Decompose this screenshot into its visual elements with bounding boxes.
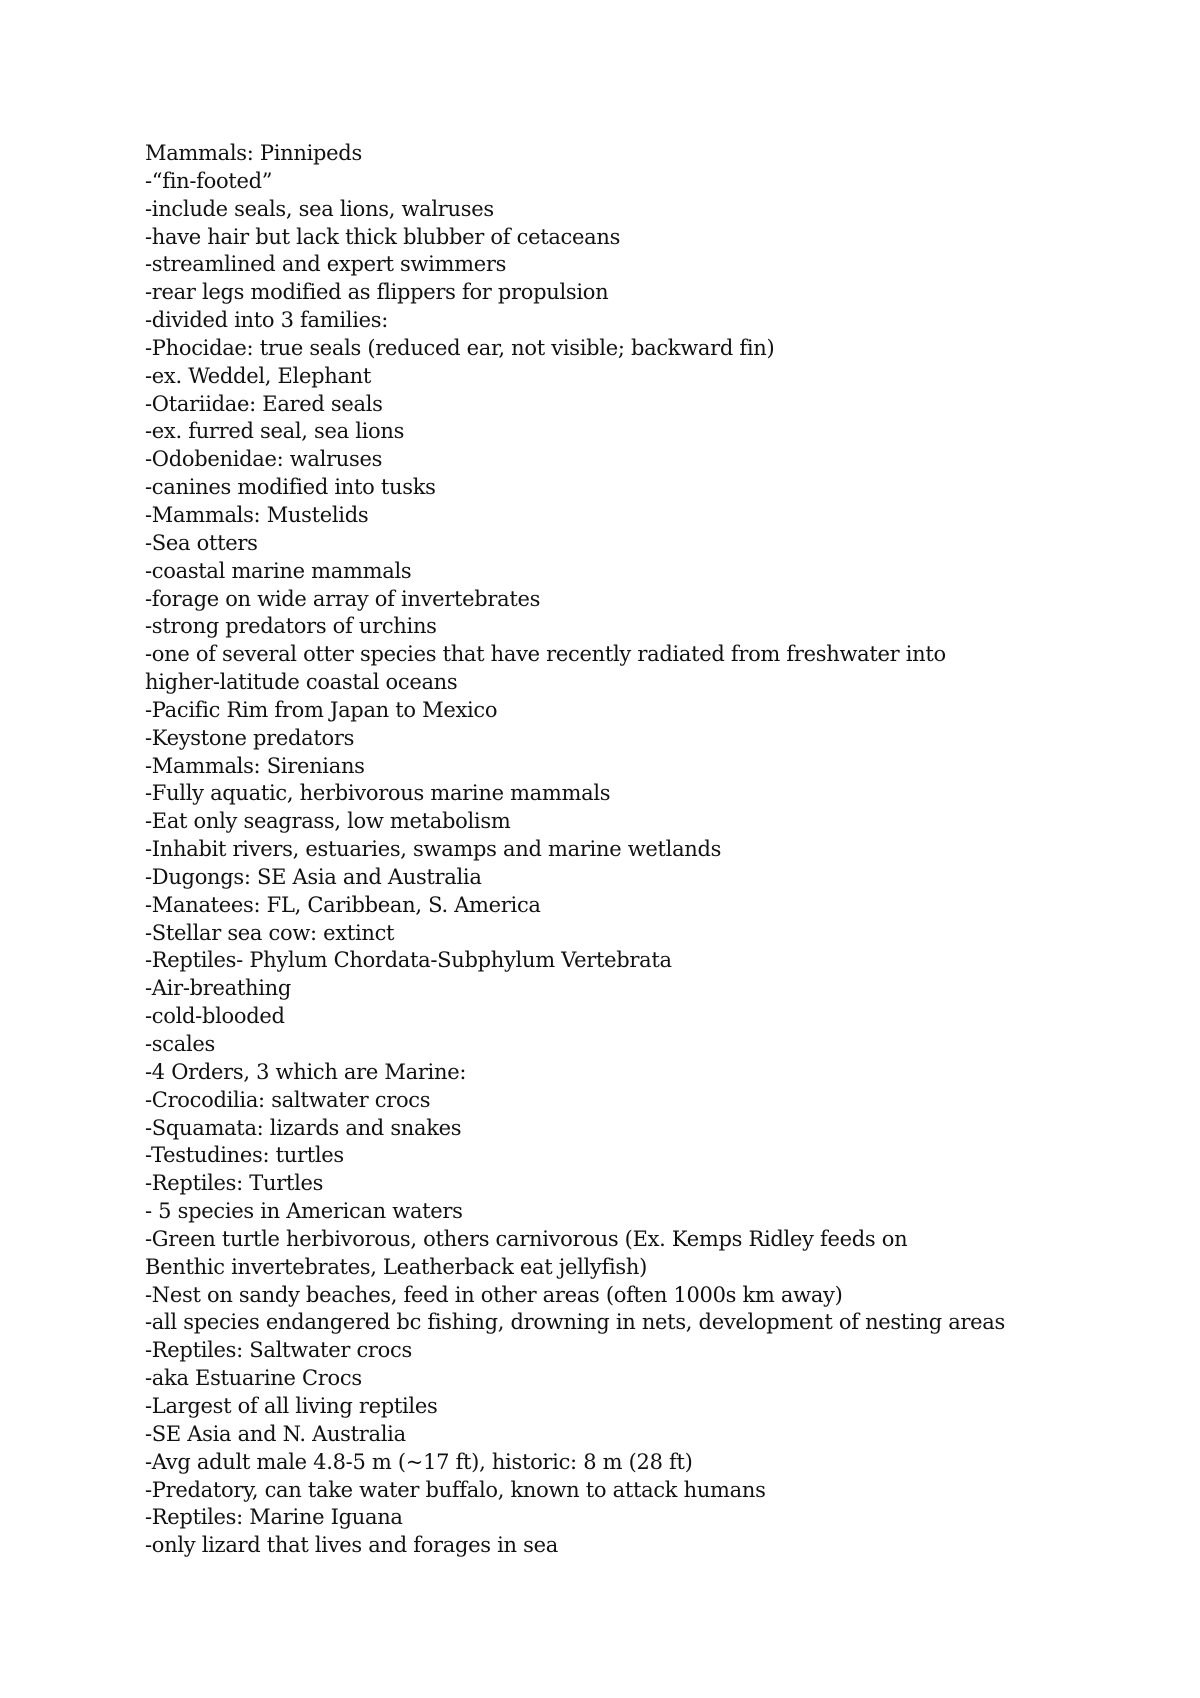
note-line: -4 Orders, 3 which are Marine:	[145, 1059, 467, 1084]
heading-mammals-sirenians: -Mammals: Sirenians	[145, 753, 365, 778]
note-line: -Avg adult male 4.8-5 m (~17 ft), historic: 8 m (28 ft)	[145, 1449, 693, 1474]
heading-mammals-pinnipeds: Mammals: Pinnipeds	[145, 141, 362, 165]
note-line: -Air-breathing	[145, 976, 291, 1001]
note-line: -Sea otters	[145, 530, 258, 555]
note-line: -Predatory, can take water buffalo, known to attack humans	[145, 1477, 766, 1502]
note-line: -forage on wide array of invertebrates	[145, 586, 541, 611]
note-line: -Green turtle herbivorous, others carnivorous (Ex. Kemps Ridley feeds on	[145, 1226, 908, 1251]
notes-text-block	[145, 140, 1105, 1560]
note-line: -cold-blooded	[145, 1004, 285, 1029]
note-line: -have hair but lack thick blubber of cetaceans	[145, 224, 621, 249]
note-line: -SE Asia and N. Australia	[145, 1421, 406, 1446]
note-line: -Pacific Rim from Japan to Mexico	[145, 697, 498, 722]
heading-reptiles-marine-iguana: -Reptiles: Marine Iguana	[145, 1505, 403, 1530]
note-line: -divided into 3 families:	[145, 308, 388, 333]
note-line: -streamlined and expert swimmers	[145, 252, 507, 277]
heading-reptiles-turtles: -Reptiles: Turtles	[145, 1171, 324, 1196]
note-line: -ex. Weddel, Elephant	[145, 363, 372, 388]
note-line: -one of several otter species that have recently radiated from freshwater into	[145, 642, 946, 667]
note-line: -Keystone predators	[145, 725, 355, 750]
note-line: -Manatees: FL, Caribbean, S. America	[145, 892, 541, 917]
note-line: -ex. furred seal, sea lions	[145, 419, 405, 444]
note-line: higher-latitude coastal oceans	[145, 670, 458, 695]
note-line: -Stellar sea cow: extinct	[145, 920, 395, 945]
note-line: -strong predators of urchins	[145, 614, 437, 639]
note-line: -Squamata: lizards and snakes	[145, 1115, 462, 1140]
note-line: -Testudines: turtles	[145, 1143, 344, 1168]
note-line: -only lizard that lives and forages in sea	[145, 1533, 558, 1558]
note-line: -Odobenidae: walruses	[145, 447, 383, 472]
note-line: -Phocidae: true seals (reduced ear, not visible; backward fin)	[145, 335, 775, 360]
note-line: -aka Estuarine Crocs	[145, 1366, 362, 1391]
note-line: -Otariidae: Eared seals	[145, 391, 383, 416]
note-line: -coastal marine mammals	[145, 558, 412, 583]
note-line: -include seals, sea lions, walruses	[145, 196, 494, 221]
heading-reptiles-saltwater-crocs: -Reptiles: Saltwater crocs	[145, 1338, 412, 1363]
heading-mammals-mustelids: -Mammals: Mustelids	[145, 502, 369, 527]
note-line: -Fully aquatic, herbivorous marine mammals	[145, 781, 611, 806]
note-line: -“fin-footed”	[145, 168, 273, 193]
note-line: -Inhabit rivers, estuaries, swamps and marine wetlands	[145, 837, 722, 862]
note-line: -Crocodilia: saltwater crocs	[145, 1087, 431, 1112]
note-line: -scales	[145, 1032, 215, 1056]
note-line: -rear legs modified as flippers for propulsion	[145, 280, 609, 305]
note-line: -Eat only seagrass, low metabolism	[145, 809, 511, 834]
note-line: -all species endangered bc fishing, drowning in nets, development of nesting areas	[145, 1310, 1005, 1335]
heading-reptiles: -Reptiles- Phylum Chordata-Subphylum Vertebrata	[145, 948, 672, 973]
note-line: -Dugongs: SE Asia and Australia	[145, 864, 482, 889]
note-line: Benthic invertebrates, Leatherback eat jellyfish)	[145, 1254, 647, 1279]
note-line: -Largest of all living reptiles	[145, 1393, 438, 1418]
note-line: -canines modified into tusks	[145, 475, 436, 500]
note-line: - 5 species in American waters	[145, 1199, 463, 1224]
note-line: -Nest on sandy beaches, feed in other areas (often 1000s km away)	[145, 1282, 843, 1307]
